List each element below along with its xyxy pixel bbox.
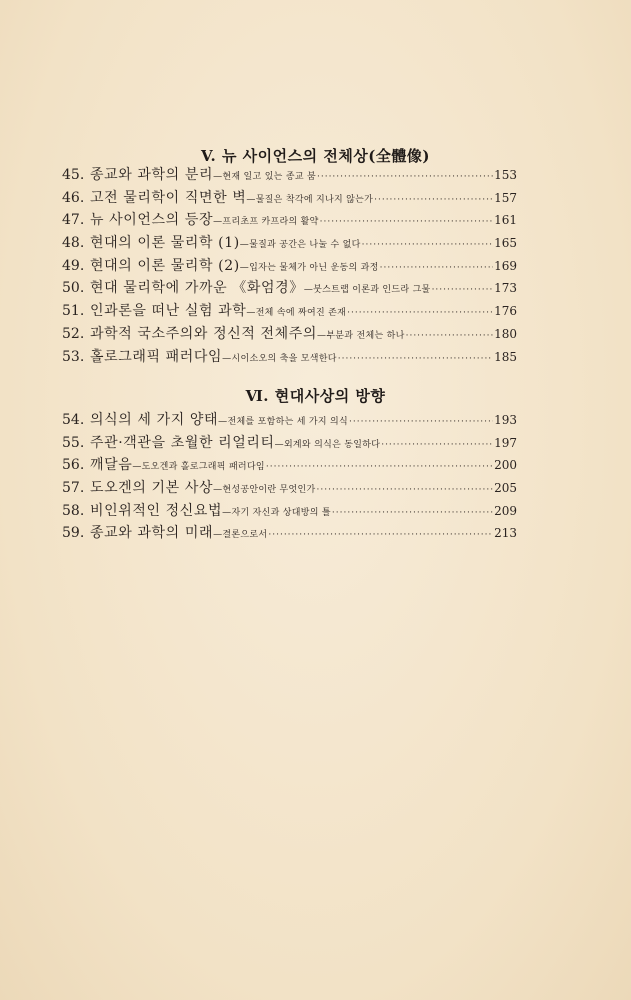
entry-title: 주관·객관을 초월한 리얼리티 <box>90 434 275 451</box>
toc-list <box>62 409 517 545</box>
entry-title: 의식의 세 가지 양태 <box>90 412 219 428</box>
dot-leader <box>347 308 493 318</box>
entry-subtitle: —부분과 전체는 하나 <box>317 330 405 341</box>
dot-leader <box>317 485 494 495</box>
entry-number: 52. <box>62 325 85 342</box>
entry-number: 55. <box>62 434 85 451</box>
toc-entry <box>62 323 517 346</box>
entry-page-number: 193 <box>494 413 517 427</box>
entry-title: 종교와 과학의 분리 <box>90 167 214 183</box>
entry-number: 46. <box>62 189 85 206</box>
entry-subtitle: —시이소오의 축을 모색한다 <box>222 353 337 364</box>
dot-leader <box>320 217 493 227</box>
dot-leader <box>381 440 493 450</box>
entry-subtitle: —현재 일고 있는 종교 붐 <box>213 172 316 182</box>
entry-subtitle: —물질은 착각에 지나지 않는가 <box>246 194 374 205</box>
entry-title: 현대의 이론 물리학 (2) <box>90 257 240 274</box>
dot-leader <box>362 240 493 250</box>
entry-subtitle: —현성공안이란 무엇인가 <box>213 485 316 496</box>
toc-entry <box>62 500 517 523</box>
toc-list <box>62 164 517 368</box>
entry-page-number: 173 <box>494 281 517 296</box>
entry-number: 58. <box>62 502 85 519</box>
entry-subtitle: —자기 자신과 상대방의 틀 <box>222 507 331 518</box>
entry-page-number: 153 <box>494 168 517 182</box>
dot-leader <box>374 195 493 205</box>
entry-page-number: 185 <box>494 349 517 364</box>
entry-subtitle: —전체를 포함하는 세 가지 의식 <box>218 417 349 427</box>
entry-title: 도오겐의 기본 사상 <box>90 480 214 497</box>
entry-subtitle: —물질과 공간은 나눌 수 없다 <box>239 240 361 251</box>
entry-page-number: 157 <box>494 190 517 205</box>
toc-entry <box>62 277 517 300</box>
dot-leader <box>380 263 493 273</box>
entry-page-number: 213 <box>494 526 517 541</box>
dot-leader <box>266 462 493 472</box>
toc-entry <box>62 346 517 369</box>
entry-title: 종교와 과학의 미래 <box>90 525 214 542</box>
dot-leader <box>332 508 493 518</box>
dot-leader <box>432 285 494 295</box>
section-title: Ⅵ. 현대사상의 방향 <box>245 387 386 405</box>
toc-entry <box>62 409 517 432</box>
toc-entry <box>62 232 517 255</box>
entry-number: 53. <box>62 348 85 365</box>
entry-page-number: 209 <box>494 503 517 518</box>
entry-title: 현대 물리학에 가까운 《화엄경》 <box>90 280 304 297</box>
dot-leader <box>317 172 493 182</box>
entry-title: 뉴 사이언스의 등장 <box>90 212 214 229</box>
dot-leader <box>338 354 493 364</box>
section-title: V. 뉴 사이언스의 전체상(全體像) <box>200 147 430 165</box>
entry-title: 홀로그래픽 패러다임 <box>90 348 223 365</box>
dot-leader <box>349 417 493 427</box>
entry-page-number: 161 <box>494 213 517 228</box>
entry-title: 비인위적인 정신요법 <box>90 502 223 519</box>
entry-number: 48. <box>62 235 85 252</box>
entry-page-number: 176 <box>494 304 517 319</box>
entry-title: 깨달음 <box>90 457 133 474</box>
entry-number: 56. <box>62 457 85 474</box>
dot-leader <box>406 331 494 341</box>
entry-page-number: 169 <box>494 258 517 273</box>
entry-number: 59. <box>62 525 85 542</box>
toc-entry <box>62 300 517 323</box>
entry-subtitle: —전체 속에 짜여진 존재 <box>246 308 347 319</box>
entry-number: 51. <box>62 303 85 320</box>
toc-entry <box>62 187 517 210</box>
entry-number: 50. <box>62 280 85 297</box>
toc-entry <box>62 209 517 232</box>
entry-subtitle: —입자는 물체가 아닌 운동의 과정 <box>239 262 379 273</box>
entry-title: 과학적 국소주의와 정신적 전체주의 <box>90 325 318 342</box>
toc-entry <box>62 522 517 545</box>
entry-title: 고전 물리학이 직면한 벽 <box>90 189 247 206</box>
toc-entry <box>62 477 517 500</box>
entry-number: 54. <box>62 412 85 428</box>
entry-title: 현대의 이론 물리학 (1) <box>90 235 240 252</box>
entry-page-number: 197 <box>494 435 517 450</box>
entry-number: 57. <box>62 480 85 497</box>
dot-leader <box>268 530 493 540</box>
entry-page-number: 200 <box>494 458 517 473</box>
entry-subtitle: —외계와 의식은 동일하다 <box>274 439 381 450</box>
toc-entry <box>62 432 517 455</box>
entry-title: 인과론을 떠난 실험 과학 <box>90 303 247 320</box>
toc-entry <box>62 454 517 477</box>
toc-entry <box>62 255 517 278</box>
entry-number: 47. <box>62 212 85 229</box>
entry-subtitle: —도오겐과 홀로그래픽 패러다임 <box>132 462 265 473</box>
entry-number: 45. <box>62 167 85 183</box>
entry-page-number: 205 <box>494 481 517 496</box>
entry-subtitle: —결론으로서 <box>213 530 268 541</box>
entry-subtitle: —붓스트랩 이론과 인드라 그물 <box>303 285 431 296</box>
toc-entry <box>62 164 517 187</box>
entry-page-number: 165 <box>494 236 517 251</box>
entry-page-number: 180 <box>494 326 517 341</box>
entry-number: 49. <box>62 257 85 274</box>
entry-subtitle: —프리초프 카프라의 활약 <box>213 217 319 228</box>
